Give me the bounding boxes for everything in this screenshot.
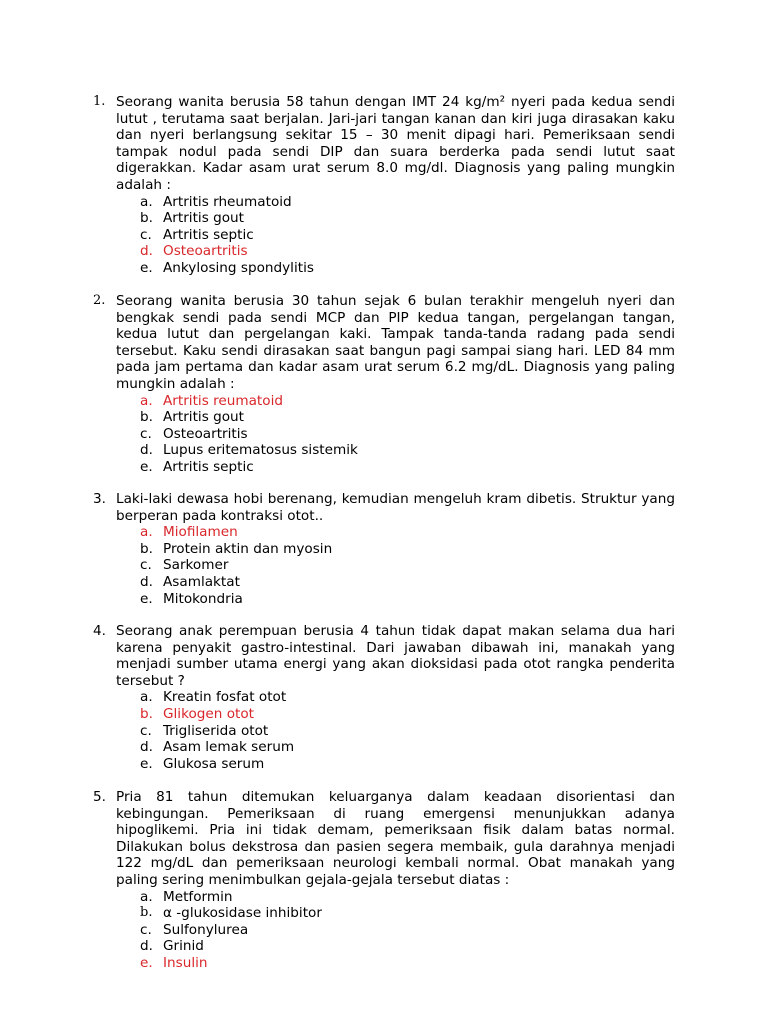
question-text: Seorang wanita berusia 58 tahun dengan IMT 24 kg/m² nyeri pada kedua sendi lutut , terutama saat berjalan. Jari-jari tangan kanan dan kiri juga dirasakan kaku dan nyeri berlangsung sekitar 15 – 30 menit dipagi hari. Pemeriksaan sendi tampak nodul pada sendi DIP dan suara berderka pada sendi lutut saat digerakkan. Kadar asam urat serum 8.0 mg/dl. Diagnosis yang paling mungkin adalah : bbox=[116, 94, 675, 193]
option-e: e. Mitokondria bbox=[140, 590, 243, 607]
question-number: 2. bbox=[93, 293, 106, 308]
question-text: Laki-laki dewasa hobi berenang, kemudian mengeluh kram dibetis. Struktur yang berperan pada kontraksi otot.. bbox=[116, 491, 675, 524]
option-b: b. Protein aktin dan myosin bbox=[140, 540, 333, 557]
question-text: Seorang anak perempuan berusia 4 tahun tidak dapat makan selama dua hari karena penyakit gastro-intestinal. Dari jawaban dibawah ini, manakah yang menjadi sumber utama energi yang akan dioksidasi pada otot rangka penderita tersebut ? bbox=[116, 623, 675, 689]
option-e: e. Artritis septic bbox=[140, 458, 254, 475]
option-e-correct: e. Insulin bbox=[140, 954, 208, 971]
option-c: c. Osteoartritis bbox=[140, 425, 248, 442]
question-text: Seorang wanita berusia 30 tahun sejak 6 bulan terakhir mengeluh nyeri dan bengkak sendi pada sendi MCP dan PIP kedua tangan, pergelangan tangan, kedua lutut dan pergelangan kaki. Tampak tanda-tanda radang pada sendi tersebut. Kaku sendi dirasakan saat bangun pagi sampai siang hari. LED 84 mm pada jam pertama dan kadar asam urat serum 6.2 mg/dL. Diagnosis yang paling mungkin adalah : bbox=[116, 293, 675, 392]
option-a-correct: a. Artritis reumatoid bbox=[140, 392, 283, 409]
option-d-correct: d. Osteoartritis bbox=[140, 243, 248, 260]
answer-options bbox=[140, 393, 675, 476]
option-a-correct: a. Miofilamen bbox=[140, 524, 238, 541]
question-number: 5. bbox=[93, 789, 106, 805]
question-number: 1. bbox=[93, 94, 106, 109]
option-b: b. Artritis gout bbox=[140, 210, 244, 227]
option-c: c. Trigliserida otot bbox=[140, 722, 269, 739]
question-number: 4. bbox=[93, 623, 106, 639]
question-number: 3. bbox=[93, 491, 106, 507]
option-a: a. Kreatin fosfat otot bbox=[140, 689, 287, 706]
option-d: d. Asamlaktat bbox=[140, 573, 240, 590]
option-b-correct: b. Glikogen otot bbox=[140, 705, 255, 722]
answer-options bbox=[140, 689, 675, 772]
option-e: e. Glukosa serum bbox=[140, 755, 265, 772]
question-2 bbox=[93, 293, 675, 476]
option-a: a. Artritis rheumatoid bbox=[140, 193, 292, 210]
option-c: c. Sulfonylurea bbox=[140, 921, 249, 938]
option-b: b. Artritis gout bbox=[140, 409, 244, 426]
question-text: Pria 81 tahun ditemukan keluarganya dalam keadaan disorientasi dan kebingungan. Pemeriksaan di ruang emergensi menunjukkan adanya hipoglikemi. Pria ini tidak demam, pemeriksaan fisik dalam batas normal. Dilakukan bolus dekstrosa dan pasien segera membaik, gula darahnya menjadi 122 mg/dL dan pemeriksaan neurologi kembali normal. Obat manakah yang paling sering menimbulkan gejala-gejala tersebut diatas : bbox=[116, 789, 675, 888]
option-a: a. Metformin bbox=[140, 888, 233, 905]
option-b: b. α -glukosidase inhibitor bbox=[140, 905, 322, 922]
answer-options bbox=[140, 524, 675, 607]
option-d: d. Asam lemak serum bbox=[140, 739, 295, 756]
question-4 bbox=[93, 623, 675, 772]
answer-options bbox=[140, 194, 675, 277]
option-d: d. Lupus eritematosus sistemik bbox=[140, 442, 358, 459]
option-d: d. Grinid bbox=[140, 938, 204, 955]
question-5 bbox=[93, 789, 675, 972]
question-1 bbox=[93, 94, 675, 277]
question-3 bbox=[93, 491, 675, 607]
option-e: e. Ankylosing spondylitis bbox=[140, 259, 314, 276]
option-c: c. Artritis septic bbox=[140, 226, 254, 243]
option-c: c. Sarkomer bbox=[140, 557, 229, 574]
answer-options bbox=[140, 889, 675, 972]
